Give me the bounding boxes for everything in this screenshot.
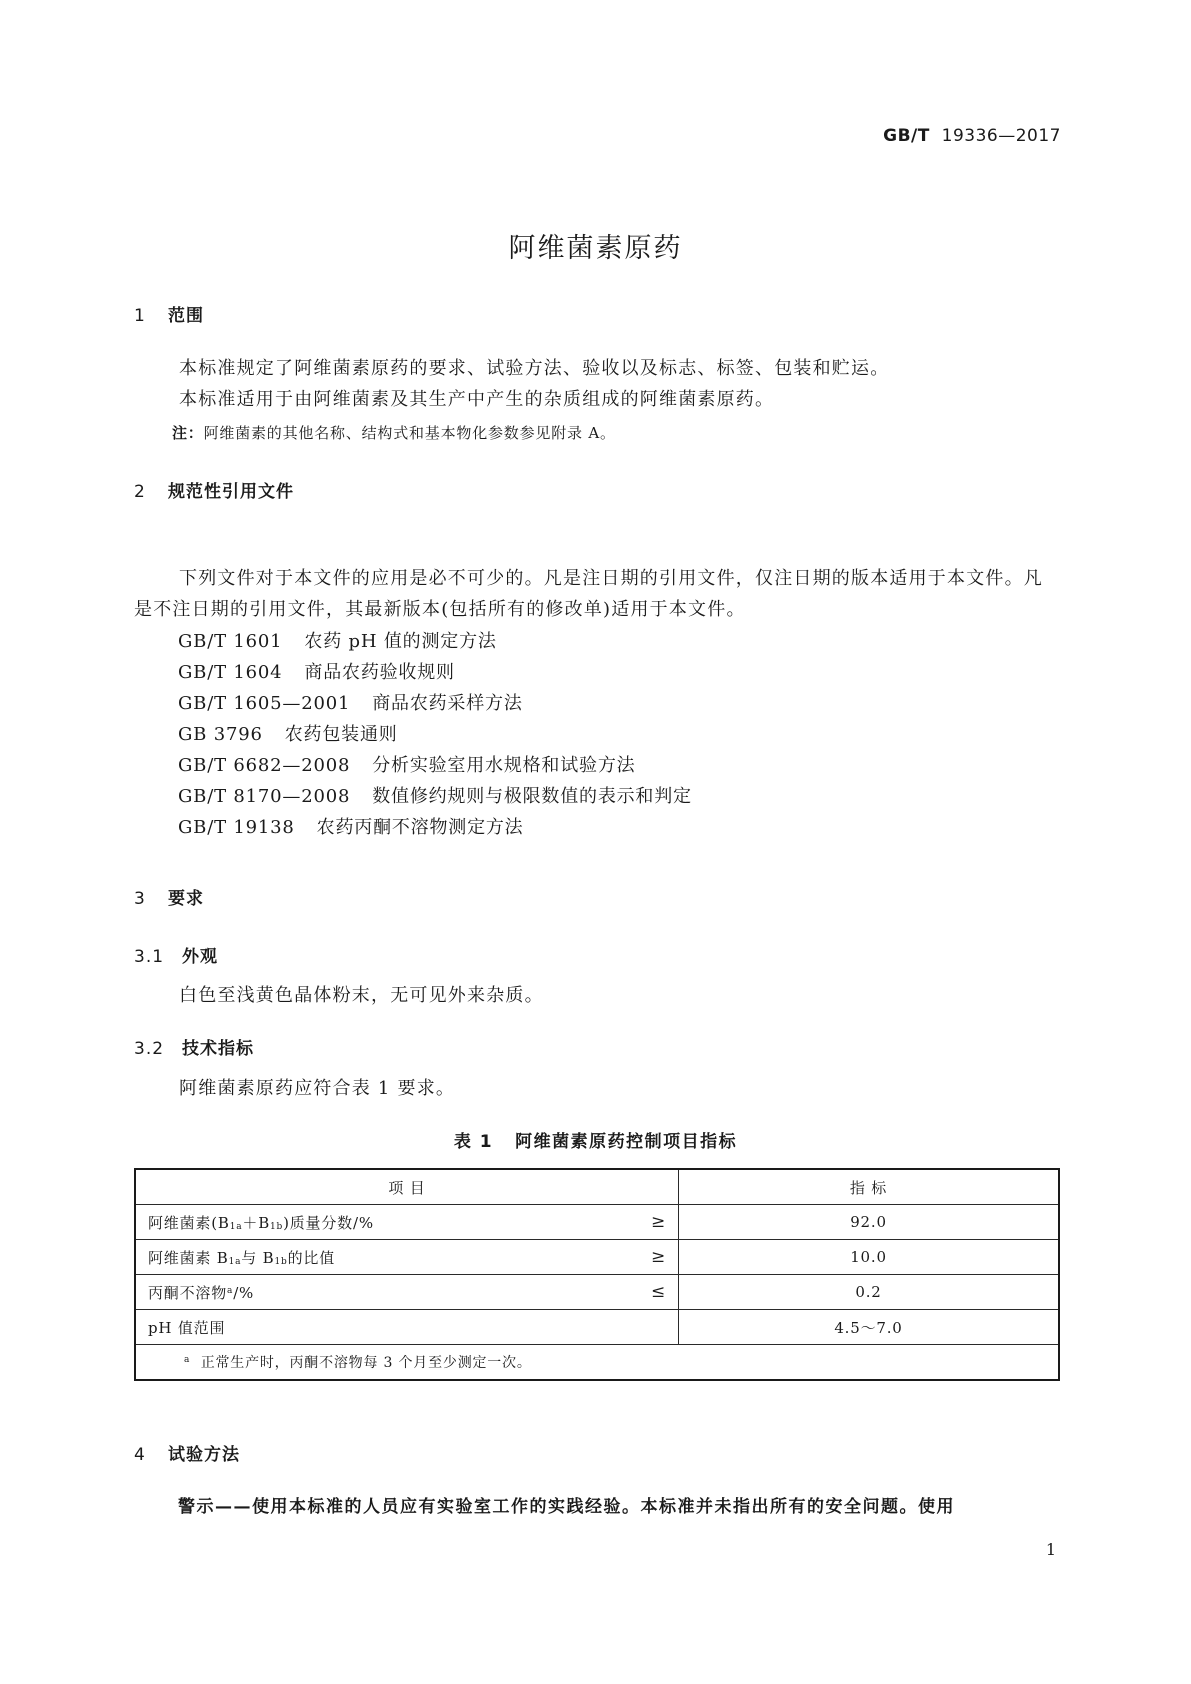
table-header-row xyxy=(135,1169,1059,1205)
reference-item: GB/T 1604 商品农药验收规则 xyxy=(178,662,455,683)
section-1-heading: 1 范围 xyxy=(134,306,204,326)
value-cell: 92.0 xyxy=(679,1205,1060,1240)
value-cell: 10.0 xyxy=(679,1240,1060,1275)
reference-item: GB/T 1601 农药 pH 值的测定方法 xyxy=(178,631,497,652)
page-number: 1 xyxy=(1045,1540,1056,1559)
relation-symbol: ≤ xyxy=(650,1282,666,1302)
item-cell: 阿维菌素 B1a与 B1b的比值 ≥ xyxy=(135,1240,679,1275)
safety-warning: 警示——使用本标准的人员应有实验室工作的实践经验。本标准并未指出所有的安全问题。使用 xyxy=(178,1497,955,1517)
table-row xyxy=(135,1275,1059,1310)
table-1-caption: 表 1 阿维菌素原药控制项目指标 xyxy=(453,1132,738,1152)
section-3-1-text: 白色至浅黄色晶体粉末，无可见外来杂质。 xyxy=(179,985,544,1006)
item-cell: pH 值范围 xyxy=(135,1310,679,1345)
relation-symbol: ≥ xyxy=(650,1212,666,1232)
item-cell: 丙酮不溶物$^a$/% ≤ xyxy=(135,1275,679,1310)
standard-code: GB/T 19336—2017 xyxy=(883,126,1061,146)
section-3-heading: 3 要求 xyxy=(134,889,204,909)
reference-item: GB/T 8170—2008 数值修约规则与极限数值的表示和判定 xyxy=(178,786,692,807)
section-1-note: 注：阿维菌素的其他名称、结构式和基本物化参数参见附录 A。 xyxy=(172,424,616,442)
table-row xyxy=(135,1205,1059,1240)
item-cell: 阿维菌素(B1a＋B1b)质量分数/% ≥ xyxy=(135,1205,679,1240)
table-footnote: $^a$ 正常生产时，丙酮不溶物每 3 个月至少测定一次。 xyxy=(135,1345,1059,1381)
table-1 xyxy=(134,1168,1060,1381)
reference-item: GB/T 19138 农药丙酮不溶物测定方法 xyxy=(178,817,524,838)
section-2-intro: 下列文件对于本文件的应用是必不可少的。凡是注日期的引用文件，仅注日期的版本适用于本文件。凡是不注日期的引用文件，其最新版本(包括所有的修改单)适用于本文件。 xyxy=(134,568,1043,620)
column-header-value: 指 标 xyxy=(679,1169,1060,1205)
section-4-heading: 4 试验方法 xyxy=(134,1445,240,1465)
reference-item: GB 3796 农药包装通则 xyxy=(178,724,398,745)
table-footnote-row xyxy=(135,1345,1059,1381)
reference-item: GB/T 6682—2008 分析实验室用水规格和试验方法 xyxy=(178,755,636,776)
value-cell: 0.2 xyxy=(679,1275,1060,1310)
relation-symbol: ≥ xyxy=(650,1247,666,1267)
table-row xyxy=(135,1310,1059,1345)
section-3-1-heading: 3.1 外观 xyxy=(134,947,218,967)
section-1-paragraph-1: 本标准规定了阿维菌素原药的要求、试验方法、验收以及标志、标签、包装和贮运。 xyxy=(179,358,890,379)
table-row xyxy=(135,1240,1059,1275)
reference-item: GB/T 1605—2001 商品农药采样方法 xyxy=(178,693,523,714)
section-1-paragraph-2: 本标准适用于由阿维菌素及其生产中产生的杂质组成的阿维菌素原药。 xyxy=(179,389,775,410)
section-3-2-text: 阿维菌素原药应符合表 1 要求。 xyxy=(179,1078,456,1099)
normative-references-list xyxy=(178,626,692,843)
value-cell: 4.5～7.0 xyxy=(679,1310,1060,1345)
section-2-heading: 2 规范性引用文件 xyxy=(134,482,294,502)
document-title: 阿维菌素原药 xyxy=(508,233,683,264)
section-3-2-heading: 3.2 技术指标 xyxy=(134,1039,254,1059)
column-header-item: 项 目 xyxy=(135,1169,679,1205)
